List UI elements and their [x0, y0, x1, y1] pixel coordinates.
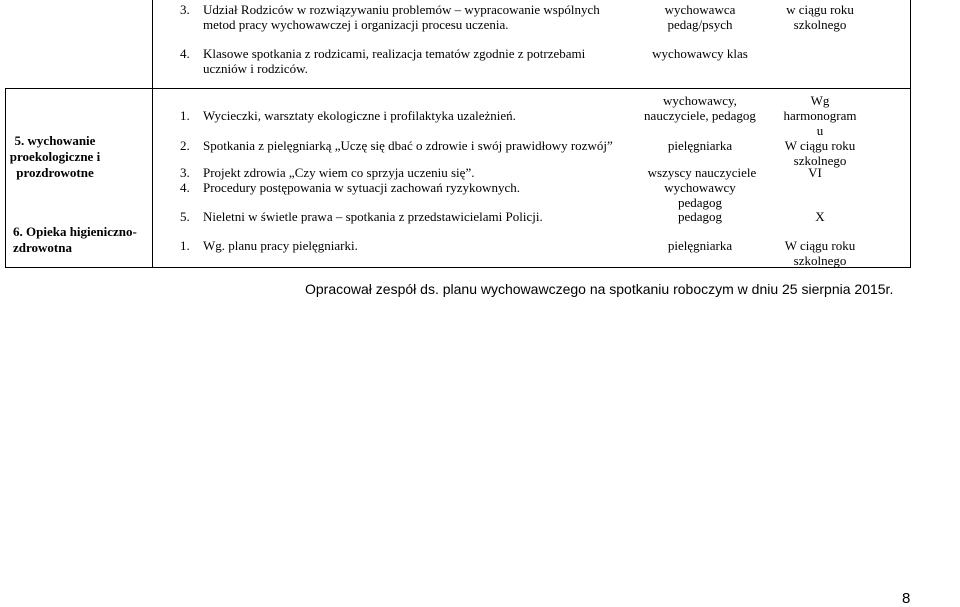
row-responsible: wychowawca pedag/psych	[664, 2, 736, 32]
row-responsible: pedagog	[677, 209, 723, 224]
row-number: 2.	[180, 138, 190, 153]
table-border-right	[910, 0, 911, 268]
row-number: 5.	[180, 209, 190, 224]
row-responsible: pielęgniarka	[667, 138, 733, 153]
footer-note: Opracował zespół ds. planu wychowawczego na spotkaniu roboczym w dniu 25 sierpnia 2015r.	[305, 281, 894, 297]
page-number: 8	[902, 590, 911, 607]
row-responsible: wszyscy nauczyciele	[647, 165, 757, 180]
section-title-5: 5. wychowanie proekologiczne i prozdrowotne	[9, 133, 101, 180]
row-activity: Procedury postępowania w sytuacji zachowań ryzykownych.	[203, 180, 520, 195]
row-responsible: wychowawcy klas	[652, 46, 748, 61]
table-divider-col1	[152, 0, 153, 268]
row-responsible: wychowawcy pedagog	[664, 180, 736, 210]
row-deadline: X	[815, 209, 825, 224]
row-deadline: VI	[808, 165, 822, 180]
row-deadline: Wg harmonogram u	[783, 93, 857, 138]
table-top-section5	[5, 88, 911, 89]
row-number: 1.	[180, 238, 190, 253]
row-activity: Spotkania z pielęgniarką „Uczę się dbać o zdrowie i swój prawidłowy rozwój”	[203, 138, 613, 153]
row-deadline: w ciągu roku szkolnego	[786, 2, 854, 32]
row-number: 1.	[180, 108, 190, 123]
section-title-6: 6. Opieka higieniczno-zdrowotna	[13, 224, 137, 255]
row-deadline: W ciągu roku szkolnego	[784, 138, 856, 168]
row-activity: Udział Rodziców w rozwiązywaniu problemów – wypracowanie wspólnych metod pracy wychowawczej i organizacji procesu uczenia.	[203, 2, 600, 32]
row-activity: Wycieczki, warsztaty ekologiczne i profilaktyka uzależnień.	[203, 108, 516, 123]
row-number: 4.	[180, 46, 190, 61]
row-deadline: W ciągu roku szkolnego	[784, 238, 856, 268]
row-responsible: pielęgniarka	[667, 238, 733, 253]
row-activity: Nieletni w świetle prawa – spotkania z przedstawicielami Policji.	[203, 209, 543, 224]
row-responsible: wychowawcy, nauczyciele, pedagog	[644, 93, 756, 123]
row-activity: Klasowe spotkania z rodzicami, realizacja tematów zgodnie z potrzebami uczniów i rodziców.	[203, 46, 586, 76]
row-number: 4.	[180, 180, 190, 195]
row-activity: Projekt zdrowia „Czy wiem co sprzyja uczeniu się”.	[203, 165, 475, 180]
row-number: 3.	[180, 165, 190, 180]
row-activity: Wg. planu pracy pielęgniarki.	[203, 238, 358, 253]
row-number: 3.	[180, 2, 190, 17]
